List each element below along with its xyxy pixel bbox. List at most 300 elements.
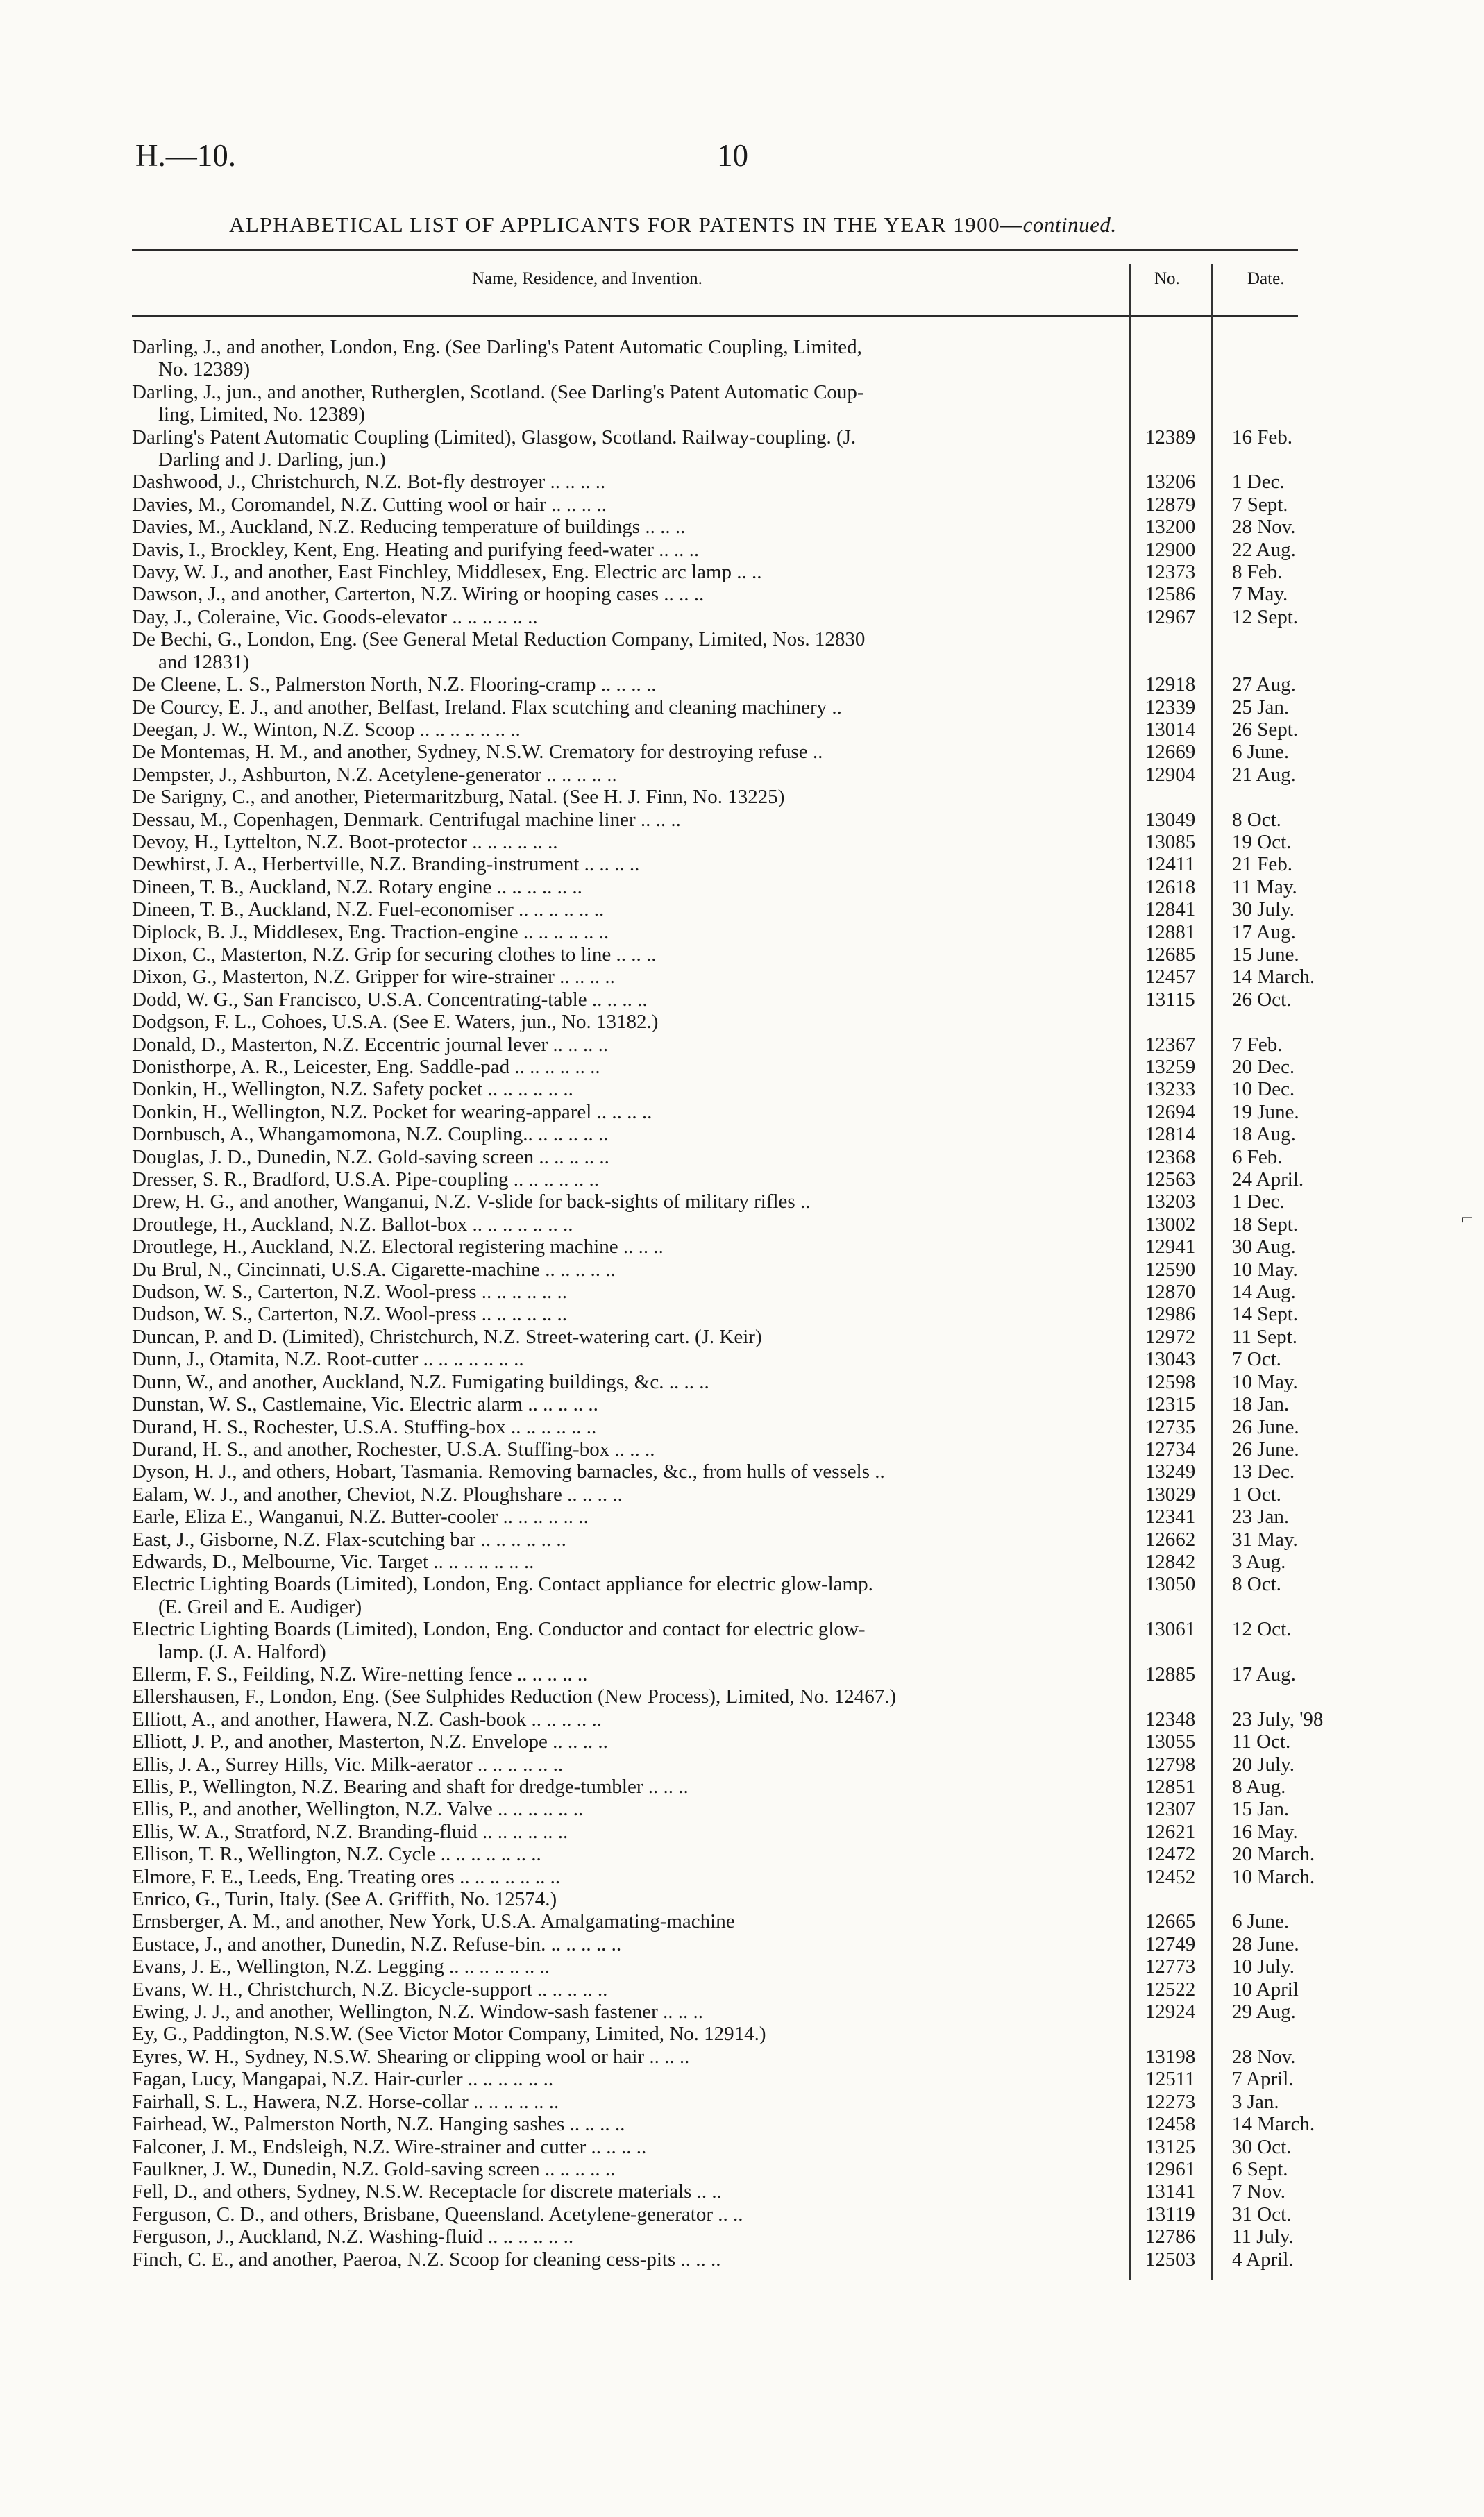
patent-entry xyxy=(132,921,1298,943)
patent-entry xyxy=(132,1326,1298,1348)
entry-line: De Montemas, H. M., and another, Sydney, N.S.W. Crematory for destroying refuse .. xyxy=(132,741,823,764)
patent-entry xyxy=(132,1393,1298,1415)
entry-number: 12472 xyxy=(1145,1843,1196,1866)
entry-number: 12598 xyxy=(1145,1370,1196,1393)
entry-text xyxy=(132,1371,1129,1393)
entry-line: Ellerm, F. S., Feilding, N.Z. Wire-netting fence .. .. .. .. .. xyxy=(132,1662,588,1685)
patent-entry xyxy=(132,381,1298,426)
entry-line: Donald, D., Masterton, N.Z. Eccentric journal lever .. .. .. .. xyxy=(132,1033,609,1056)
entry-line: Electric Lighting Boards (Limited), London, Eng. Contact appliance for electric glow-lamp. xyxy=(132,1573,873,1596)
entry-line: De Cleene, L. S., Palmerston North, N.Z. Flooring-cramp .. .. .. .. xyxy=(132,673,657,696)
entry-number: 12389 xyxy=(1145,426,1196,448)
patent-entry xyxy=(132,1146,1298,1168)
entry-date xyxy=(1211,336,1298,381)
entry-date: 7 May. xyxy=(1232,583,1288,606)
entry-number: 12967 xyxy=(1145,605,1196,628)
entry-line: Droutlege, H., Auckland, N.Z. Ballot-box .. .. .. .. .. .. .. xyxy=(132,1213,573,1236)
column-header-name: Name, Residence, and Invention. xyxy=(472,269,702,288)
entry-date: 15 June. xyxy=(1232,943,1299,966)
entry-number: 12881 xyxy=(1145,920,1196,943)
entry-text xyxy=(132,1483,1129,1506)
patent-entry xyxy=(132,539,1298,561)
entry-number: 13002 xyxy=(1145,1213,1196,1236)
entry-text xyxy=(132,1056,1129,1078)
patent-entry xyxy=(132,2046,1298,2068)
entry-date: 17 Aug. xyxy=(1232,1662,1296,1685)
entry-number xyxy=(1129,336,1211,381)
entry-line: Dixon, C., Masterton, N.Z. Grip for securing clothes to line .. .. .. xyxy=(132,943,657,966)
entry-line: Dessau, M., Copenhagen, Denmark. Centrifugal machine liner .. .. .. xyxy=(132,808,681,831)
entry-text xyxy=(132,1303,1129,1325)
entry-text xyxy=(132,1708,1129,1731)
entry-text xyxy=(132,1910,1129,1933)
entry-text xyxy=(132,606,1129,628)
entry-text xyxy=(132,381,1129,426)
entry-number: 12961 xyxy=(1145,2157,1196,2180)
patent-entry xyxy=(132,1371,1298,1393)
entry-line: Dunn, J., Otamita, N.Z. Root-cutter .. .. .. .. .. .. .. xyxy=(132,1348,524,1371)
entry-text xyxy=(132,1663,1129,1685)
entry-text xyxy=(132,1933,1129,1955)
entry-date: 6 Sept. xyxy=(1232,2157,1288,2180)
patent-entry xyxy=(132,673,1298,696)
entry-text xyxy=(132,1078,1129,1100)
entry-date: 14 March. xyxy=(1232,966,1315,988)
entry-number: 12773 xyxy=(1145,1955,1196,1978)
entry-number: 12457 xyxy=(1145,966,1196,988)
entry-text xyxy=(132,583,1129,605)
patent-entry xyxy=(132,1506,1298,1528)
entry-date: 1 Dec. xyxy=(1232,1190,1285,1213)
entry-line: lamp. (J. A. Halford) xyxy=(158,1640,326,1663)
entry-text xyxy=(132,1685,1129,1708)
entry-line: Donkin, H., Wellington, N.Z. Safety pocket .. .. .. .. .. .. xyxy=(132,1078,573,1101)
entry-text xyxy=(132,1213,1129,1236)
applicant-list xyxy=(132,336,1324,2271)
patent-entry xyxy=(132,1933,1298,1955)
entry-text xyxy=(132,1529,1129,1551)
patent-entry xyxy=(132,1281,1298,1303)
entry-line: Drew, H. G., and another, Wanganui, N.Z. V-slide for back-sights of military rifles .. xyxy=(132,1190,811,1213)
entry-text xyxy=(132,2180,1129,2203)
entry-number: 12586 xyxy=(1145,583,1196,606)
entry-line: Falconer, J. M., Endsleigh, N.Z. Wire-strainer and cutter .. .. .. .. xyxy=(132,2135,647,2158)
entry-line: Dornbusch, A., Whangamomona, N.Z. Coupling.. .. .. .. .. .. xyxy=(132,1123,609,1146)
entry-date: 17 Aug. xyxy=(1232,920,1296,943)
entry-text xyxy=(132,741,1129,763)
entry-text xyxy=(132,696,1129,718)
entry-line: Dashwood, J., Christchurch, N.Z. Bot-fly destroyer .. .. .. .. xyxy=(132,471,606,494)
patent-entry xyxy=(132,1168,1304,1191)
entry-line: Earle, Eliza E., Wanganui, N.Z. Butter-cooler .. .. .. .. .. .. xyxy=(132,1506,589,1529)
entry-date: 23 Jan. xyxy=(1232,1506,1290,1529)
entry-text xyxy=(132,1190,1129,1213)
entry-number: 12924 xyxy=(1145,2001,1196,2023)
entry-date: 4 April. xyxy=(1232,2248,1294,2271)
entry-number: 13061 xyxy=(1145,1618,1196,1641)
patent-entry xyxy=(132,1056,1298,1078)
entry-number: 12665 xyxy=(1145,1910,1196,1933)
entry-date: 30 July. xyxy=(1232,898,1295,921)
entry-date xyxy=(1211,381,1298,426)
entry-number: 13055 xyxy=(1145,1731,1196,1753)
entry-line: Edwards, D., Melbourne, Vic. Target .. .. .. .. .. .. .. xyxy=(132,1550,534,1573)
entry-line: Dewhirst, J. A., Herbertville, N.Z. Branding-instrument .. .. .. .. xyxy=(132,853,640,876)
entry-text xyxy=(132,1034,1129,1056)
patent-entry xyxy=(132,1483,1298,1506)
patent-entry xyxy=(132,943,1298,966)
header-bottom-rule xyxy=(132,315,1298,317)
entry-number: 12972 xyxy=(1145,1325,1196,1348)
entry-text xyxy=(132,1168,1129,1190)
entry-number: 13259 xyxy=(1145,1056,1196,1078)
entry-number: 12685 xyxy=(1145,943,1196,966)
entry-number: 12851 xyxy=(1145,1776,1196,1798)
entry-number: 13125 xyxy=(1145,2135,1196,2158)
entry-date: 6 Feb. xyxy=(1232,1145,1283,1168)
entry-number: 12348 xyxy=(1145,1708,1196,1731)
entry-date: 31 May. xyxy=(1232,1528,1298,1551)
entry-date: 19 Oct. xyxy=(1232,830,1292,853)
entry-text xyxy=(132,809,1129,831)
entry-line: Dawson, J., and another, Carterton, N.Z. Wiring or hooping cases .. .. .. xyxy=(132,583,705,606)
entry-line: Ellershausen, F., London, Eng. (See Sulphides Reduction (New Process), Limited, No. 12467.) xyxy=(132,1685,897,1708)
list-title-main: ALPHABETICAL LIST OF APPLICANTS FOR PATENTS IN THE YEAR 1900— xyxy=(229,212,1023,237)
entry-number: 13206 xyxy=(1145,471,1196,494)
entry-date: 13 Dec. xyxy=(1232,1460,1295,1483)
patent-entry xyxy=(132,583,1298,605)
entry-date: 11 Oct. xyxy=(1232,1731,1291,1753)
entry-number: 12511 xyxy=(1145,2068,1195,2091)
entry-date: 10 April xyxy=(1232,1978,1299,2001)
entry-number: 12315 xyxy=(1145,1393,1196,1416)
entry-number: 12662 xyxy=(1145,1528,1196,1551)
entry-text xyxy=(132,2158,1129,2180)
patent-entry xyxy=(132,1348,1298,1370)
entry-text xyxy=(132,2113,1129,2135)
entry-date: 28 Nov. xyxy=(1232,516,1296,539)
top-rule xyxy=(132,249,1298,251)
entry-number: 12669 xyxy=(1145,741,1196,764)
entry-number: 12368 xyxy=(1145,1145,1196,1168)
entry-line: No. 12389) xyxy=(158,358,251,381)
entry-date: 26 June. xyxy=(1232,1438,1299,1460)
entry-text xyxy=(132,1753,1129,1776)
entry-text xyxy=(132,539,1129,561)
patent-entry xyxy=(132,1798,1298,1820)
entry-number: 13198 xyxy=(1145,2045,1196,2068)
patent-entry xyxy=(132,1910,1298,1933)
entry-line: Evans, J. E., Wellington, N.Z. Legging .. .. .. .. .. .. .. xyxy=(132,1955,550,1978)
entry-text xyxy=(132,1281,1129,1303)
patent-entry xyxy=(132,1258,1298,1281)
entry-line: and 12831) xyxy=(158,650,250,673)
entry-text xyxy=(132,471,1129,493)
patent-entry xyxy=(132,1101,1298,1123)
entry-text xyxy=(132,786,1129,808)
patent-entry xyxy=(132,2001,1298,2023)
entry-number: 12307 xyxy=(1145,1798,1196,1821)
entry-text xyxy=(132,718,1129,741)
entry-date: 10 May. xyxy=(1232,1370,1298,1393)
entry-line: Ferguson, C. D., and others, Brisbane, Queensland. Acetylene-generator .. .. xyxy=(132,2203,743,2225)
entry-date: 16 May. xyxy=(1232,1820,1298,1843)
entry-line: Dudson, W. S., Carterton, N.Z. Wool-press .. .. .. .. .. .. xyxy=(132,1303,568,1326)
patent-entry xyxy=(132,786,1298,808)
entry-number: 12590 xyxy=(1145,1258,1196,1281)
entry-date: 26 Sept. xyxy=(1232,718,1299,741)
entry-date: 24 April. xyxy=(1232,1168,1304,1191)
entry-number: 12522 xyxy=(1145,1978,1196,2001)
patent-entry xyxy=(132,2091,1298,2113)
patent-entry xyxy=(132,1573,1298,1618)
entry-line: Darling, J., and another, London, Eng. (See Darling's Patent Automatic Coupling, Limited, xyxy=(132,336,862,358)
entry-date: 19 June. xyxy=(1232,1100,1299,1123)
patent-entry xyxy=(132,876,1298,898)
entry-number: 12367 xyxy=(1145,1033,1196,1056)
patent-entry xyxy=(132,809,1298,831)
entry-line: Davies, M., Coromandel, N.Z. Cutting wool or hair .. .. .. .. xyxy=(132,493,607,516)
entry-date: 6 June. xyxy=(1232,741,1290,764)
patent-entry xyxy=(132,2203,1298,2225)
entry-text xyxy=(132,2136,1129,2158)
entry-number: 12618 xyxy=(1145,875,1196,898)
entry-text xyxy=(132,1460,1129,1483)
entry-date xyxy=(1211,1888,1298,1910)
entry-date: 18 Jan. xyxy=(1232,1393,1290,1416)
entry-text xyxy=(132,2248,1129,2271)
entry-line: Dineen, T. B., Auckland, N.Z. Rotary engine .. .. .. .. .. .. xyxy=(132,875,582,898)
entry-number: 12694 xyxy=(1145,1100,1196,1123)
entry-line: Ellis, P., Wellington, N.Z. Bearing and shaft for dredge-tumbler .. .. .. xyxy=(132,1776,689,1798)
entry-line: Dineen, T. B., Auckland, N.Z. Fuel-economiser .. .. .. .. .. .. xyxy=(132,898,605,921)
patent-entry xyxy=(132,606,1298,628)
entry-date: 7 Feb. xyxy=(1232,1033,1283,1056)
entry-date xyxy=(1211,2023,1298,2045)
entry-text xyxy=(132,1348,1129,1370)
patent-entry xyxy=(132,1438,1298,1460)
entry-date: 16 Feb. xyxy=(1232,426,1292,448)
entry-text xyxy=(132,1821,1129,1843)
entry-number: 13014 xyxy=(1145,718,1196,741)
entry-number: 12904 xyxy=(1145,763,1196,786)
entry-number: 12941 xyxy=(1145,1236,1196,1258)
patent-entry xyxy=(132,1888,1298,1910)
entry-line: Elliott, A., and another, Hawera, N.Z. Cash-book .. .. .. .. .. xyxy=(132,1708,602,1731)
patent-entry xyxy=(132,898,1298,920)
entry-line: Eustace, J., and another, Dunedin, N.Z. Refuse-bin. .. .. .. .. .. xyxy=(132,1933,622,1955)
entry-number: 12563 xyxy=(1145,1168,1196,1191)
entry-line: Dunn, W., and another, Auckland, N.Z. Fumigating buildings, &c. .. .. .. xyxy=(132,1370,709,1393)
entry-date: 26 June. xyxy=(1232,1415,1299,1438)
patent-entry xyxy=(132,1460,1298,1483)
entry-date: 18 Aug. xyxy=(1232,1123,1296,1146)
entry-number: 13029 xyxy=(1145,1483,1196,1506)
entry-text xyxy=(132,1731,1129,1753)
patent-entry xyxy=(132,1978,1298,2001)
entry-line: Darling's Patent Automatic Coupling (Limited), Glasgow, Scotland. Railway-coupling. (J. xyxy=(132,426,857,448)
entry-line: Dixon, G., Masterton, N.Z. Gripper for wire-strainer .. .. .. .. xyxy=(132,966,615,988)
patent-entry xyxy=(132,2068,1298,2090)
entry-line: De Sarigny, C., and another, Pietermaritzburg, Natal. (See H. J. Finn, No. 13225) xyxy=(132,786,785,809)
entry-line: Ey, G., Paddington, N.S.W. (See Victor Motor Company, Limited, No. 12914.) xyxy=(132,2023,766,2046)
patent-entry xyxy=(132,966,1315,988)
entry-text xyxy=(132,1236,1129,1258)
entry-text xyxy=(132,966,1129,988)
entry-date: 8 Oct. xyxy=(1232,1573,1281,1596)
entry-date: 18 Sept. xyxy=(1232,1213,1299,1236)
entry-date: 8 Aug. xyxy=(1232,1776,1286,1798)
entry-line: Donkin, H., Wellington, N.Z. Pocket for wearing-apparel .. .. .. .. xyxy=(132,1100,652,1123)
entry-text xyxy=(132,561,1129,583)
entry-line: Ealam, W. J., and another, Cheviot, N.Z. Ploughshare .. .. .. .. xyxy=(132,1483,623,1506)
entry-number xyxy=(1129,2023,1211,2045)
page-header xyxy=(135,137,1315,186)
entry-line: Droutlege, H., Auckland, N.Z. Electoral registering machine .. .. .. xyxy=(132,1236,664,1258)
entry-line: Davy, W. J., and another, East Finchley, Middlesex, Eng. Electric arc lamp .. .. xyxy=(132,561,762,584)
patent-entry xyxy=(132,1034,1298,1056)
entry-date: 14 Aug. xyxy=(1232,1281,1296,1304)
entry-date: 10 July. xyxy=(1232,1955,1295,1978)
entry-number: 13203 xyxy=(1145,1190,1196,1213)
entry-line: Ellis, W. A., Stratford, N.Z. Branding-fluid .. .. .. .. .. .. xyxy=(132,1820,568,1843)
entry-text xyxy=(132,2068,1129,2090)
patent-entry xyxy=(132,1708,1324,1731)
entry-number: 12452 xyxy=(1145,1865,1196,1888)
entry-date: 7 Oct. xyxy=(1232,1348,1281,1371)
entry-date: 7 Sept. xyxy=(1232,493,1288,516)
entry-text xyxy=(132,1843,1129,1865)
patent-entry xyxy=(132,628,1298,673)
entry-line: De Courcy, E. J., and another, Belfast, Ireland. Flax scutching and cleaning machinery .. xyxy=(132,696,842,718)
patent-entry xyxy=(132,1529,1298,1551)
entry-number xyxy=(1129,381,1211,426)
entry-line: Davies, M., Auckland, N.Z. Reducing temperature of buildings .. .. .. xyxy=(132,516,686,539)
entry-date: 7 April. xyxy=(1232,2068,1294,2091)
patent-entry xyxy=(132,471,1298,493)
entry-text xyxy=(132,831,1129,853)
entry-text xyxy=(132,1573,1129,1618)
entry-number xyxy=(1129,786,1211,808)
entry-line: Finch, C. E., and another, Paeroa, N.Z. Scoop for cleaning cess-pits .. .. .. xyxy=(132,2248,721,2271)
entry-line: East, J., Gisborne, N.Z. Flax-scutching bar .. .. .. .. .. .. xyxy=(132,1528,566,1551)
entry-text xyxy=(132,1146,1129,1168)
entry-line: Darling and J. Darling, jun.) xyxy=(158,448,386,471)
entry-date: 20 March. xyxy=(1232,1843,1315,1866)
entry-number: 13115 xyxy=(1145,988,1195,1011)
entry-number: 13119 xyxy=(1145,2203,1195,2225)
entry-text xyxy=(132,1551,1129,1573)
entry-text xyxy=(132,898,1129,920)
entry-number: 12841 xyxy=(1145,898,1196,921)
entry-text xyxy=(132,628,1129,673)
patent-entry xyxy=(132,696,1298,718)
entry-date: 28 Nov. xyxy=(1232,2045,1296,2068)
entry-text xyxy=(132,1776,1129,1798)
entry-number: 12458 xyxy=(1145,2113,1196,2136)
entry-line: Electric Lighting Boards (Limited), London, Eng. Conductor and contact for electric glow- xyxy=(132,1618,866,1641)
entry-number: 13043 xyxy=(1145,1348,1196,1371)
entry-text xyxy=(132,988,1129,1011)
entry-number: 13249 xyxy=(1145,1460,1196,1483)
list-title xyxy=(229,212,1117,237)
entry-number: 13049 xyxy=(1145,808,1196,831)
entry-number: 13141 xyxy=(1145,2180,1196,2203)
page-code: H.—10. xyxy=(135,138,236,173)
entry-text xyxy=(132,1416,1129,1438)
entry-number xyxy=(1129,1685,1211,1708)
entry-date: 23 July, '98 xyxy=(1232,1708,1324,1731)
entry-text xyxy=(132,516,1129,538)
entry-date: 7 Nov. xyxy=(1232,2180,1286,2203)
patent-entry xyxy=(132,831,1298,853)
entry-date xyxy=(1211,1685,1298,1708)
entry-text xyxy=(132,2001,1129,2023)
entry-number: 12786 xyxy=(1145,2225,1196,2248)
entry-line: Ferguson, J., Auckland, N.Z. Washing-fluid .. .. .. .. .. .. xyxy=(132,2225,574,2248)
entry-text xyxy=(132,876,1129,898)
patent-entry xyxy=(132,1303,1298,1325)
entry-number: 12621 xyxy=(1145,1820,1196,1843)
patent-entry xyxy=(132,1011,1298,1033)
entry-text xyxy=(132,1866,1129,1888)
entry-line: Day, J., Coleraine, Vic. Goods-elevator .. .. .. .. .. .. xyxy=(132,605,538,628)
entry-date: 11 Sept. xyxy=(1232,1325,1297,1348)
entry-date: 26 Oct. xyxy=(1232,988,1292,1011)
patent-entry xyxy=(132,516,1298,538)
entry-line: Faulkner, J. W., Dunedin, N.Z. Gold-saving screen .. .. .. .. .. xyxy=(132,2157,616,2180)
patent-entry xyxy=(132,1190,1298,1213)
patent-entry xyxy=(132,494,1298,516)
entry-date xyxy=(1211,1011,1298,1033)
entry-date: 25 Jan. xyxy=(1232,696,1290,718)
entry-line: Fagan, Lucy, Mangapai, N.Z. Hair-curler .. .. .. .. .. .. xyxy=(132,2068,554,2091)
entry-number: 12918 xyxy=(1145,673,1196,696)
entry-number xyxy=(1129,1011,1211,1033)
entry-text xyxy=(132,1258,1129,1281)
entry-number: 13085 xyxy=(1145,830,1196,853)
entry-line: (E. Greil and E. Audiger) xyxy=(158,1595,362,1618)
entry-text xyxy=(132,1618,1129,1663)
entry-text xyxy=(132,1955,1129,1978)
entry-date: 11 May. xyxy=(1232,875,1297,898)
entry-line: Diplock, B. J., Middlesex, Eng. Traction-engine .. .. .. .. .. .. xyxy=(132,920,609,943)
entry-number: 12734 xyxy=(1145,1438,1196,1460)
entry-date: 30 Oct. xyxy=(1232,2135,1292,2158)
patent-entry xyxy=(132,988,1298,1011)
entry-text xyxy=(132,2023,1129,2045)
entry-text xyxy=(132,1326,1129,1348)
entry-text xyxy=(132,921,1129,943)
entry-text xyxy=(132,1506,1129,1528)
entry-number: 12798 xyxy=(1145,1753,1196,1776)
entry-number: 12735 xyxy=(1145,1415,1196,1438)
entry-line: Dudson, W. S., Carterton, N.Z. Wool-press .. .. .. .. .. .. xyxy=(132,1281,568,1304)
entry-text xyxy=(132,943,1129,966)
patent-entry xyxy=(132,1123,1298,1145)
patent-entry xyxy=(132,1618,1298,1663)
entry-number: 12273 xyxy=(1145,2090,1196,2113)
entry-date: 6 June. xyxy=(1232,1910,1290,1933)
entry-text xyxy=(132,336,1129,381)
column-header-date: Date. xyxy=(1247,269,1285,288)
entry-text xyxy=(132,1798,1129,1820)
entry-date: 1 Dec. xyxy=(1232,471,1285,494)
entry-line: Durand, H. S., and another, Rochester, U.S.A. Stuffing-box .. .. .. xyxy=(132,1438,655,1460)
entry-line: Devoy, H., Lyttelton, N.Z. Boot-protector .. .. .. .. .. .. xyxy=(132,830,558,853)
entry-number: 12814 xyxy=(1145,1123,1196,1146)
entry-date: 22 Aug. xyxy=(1232,538,1296,561)
